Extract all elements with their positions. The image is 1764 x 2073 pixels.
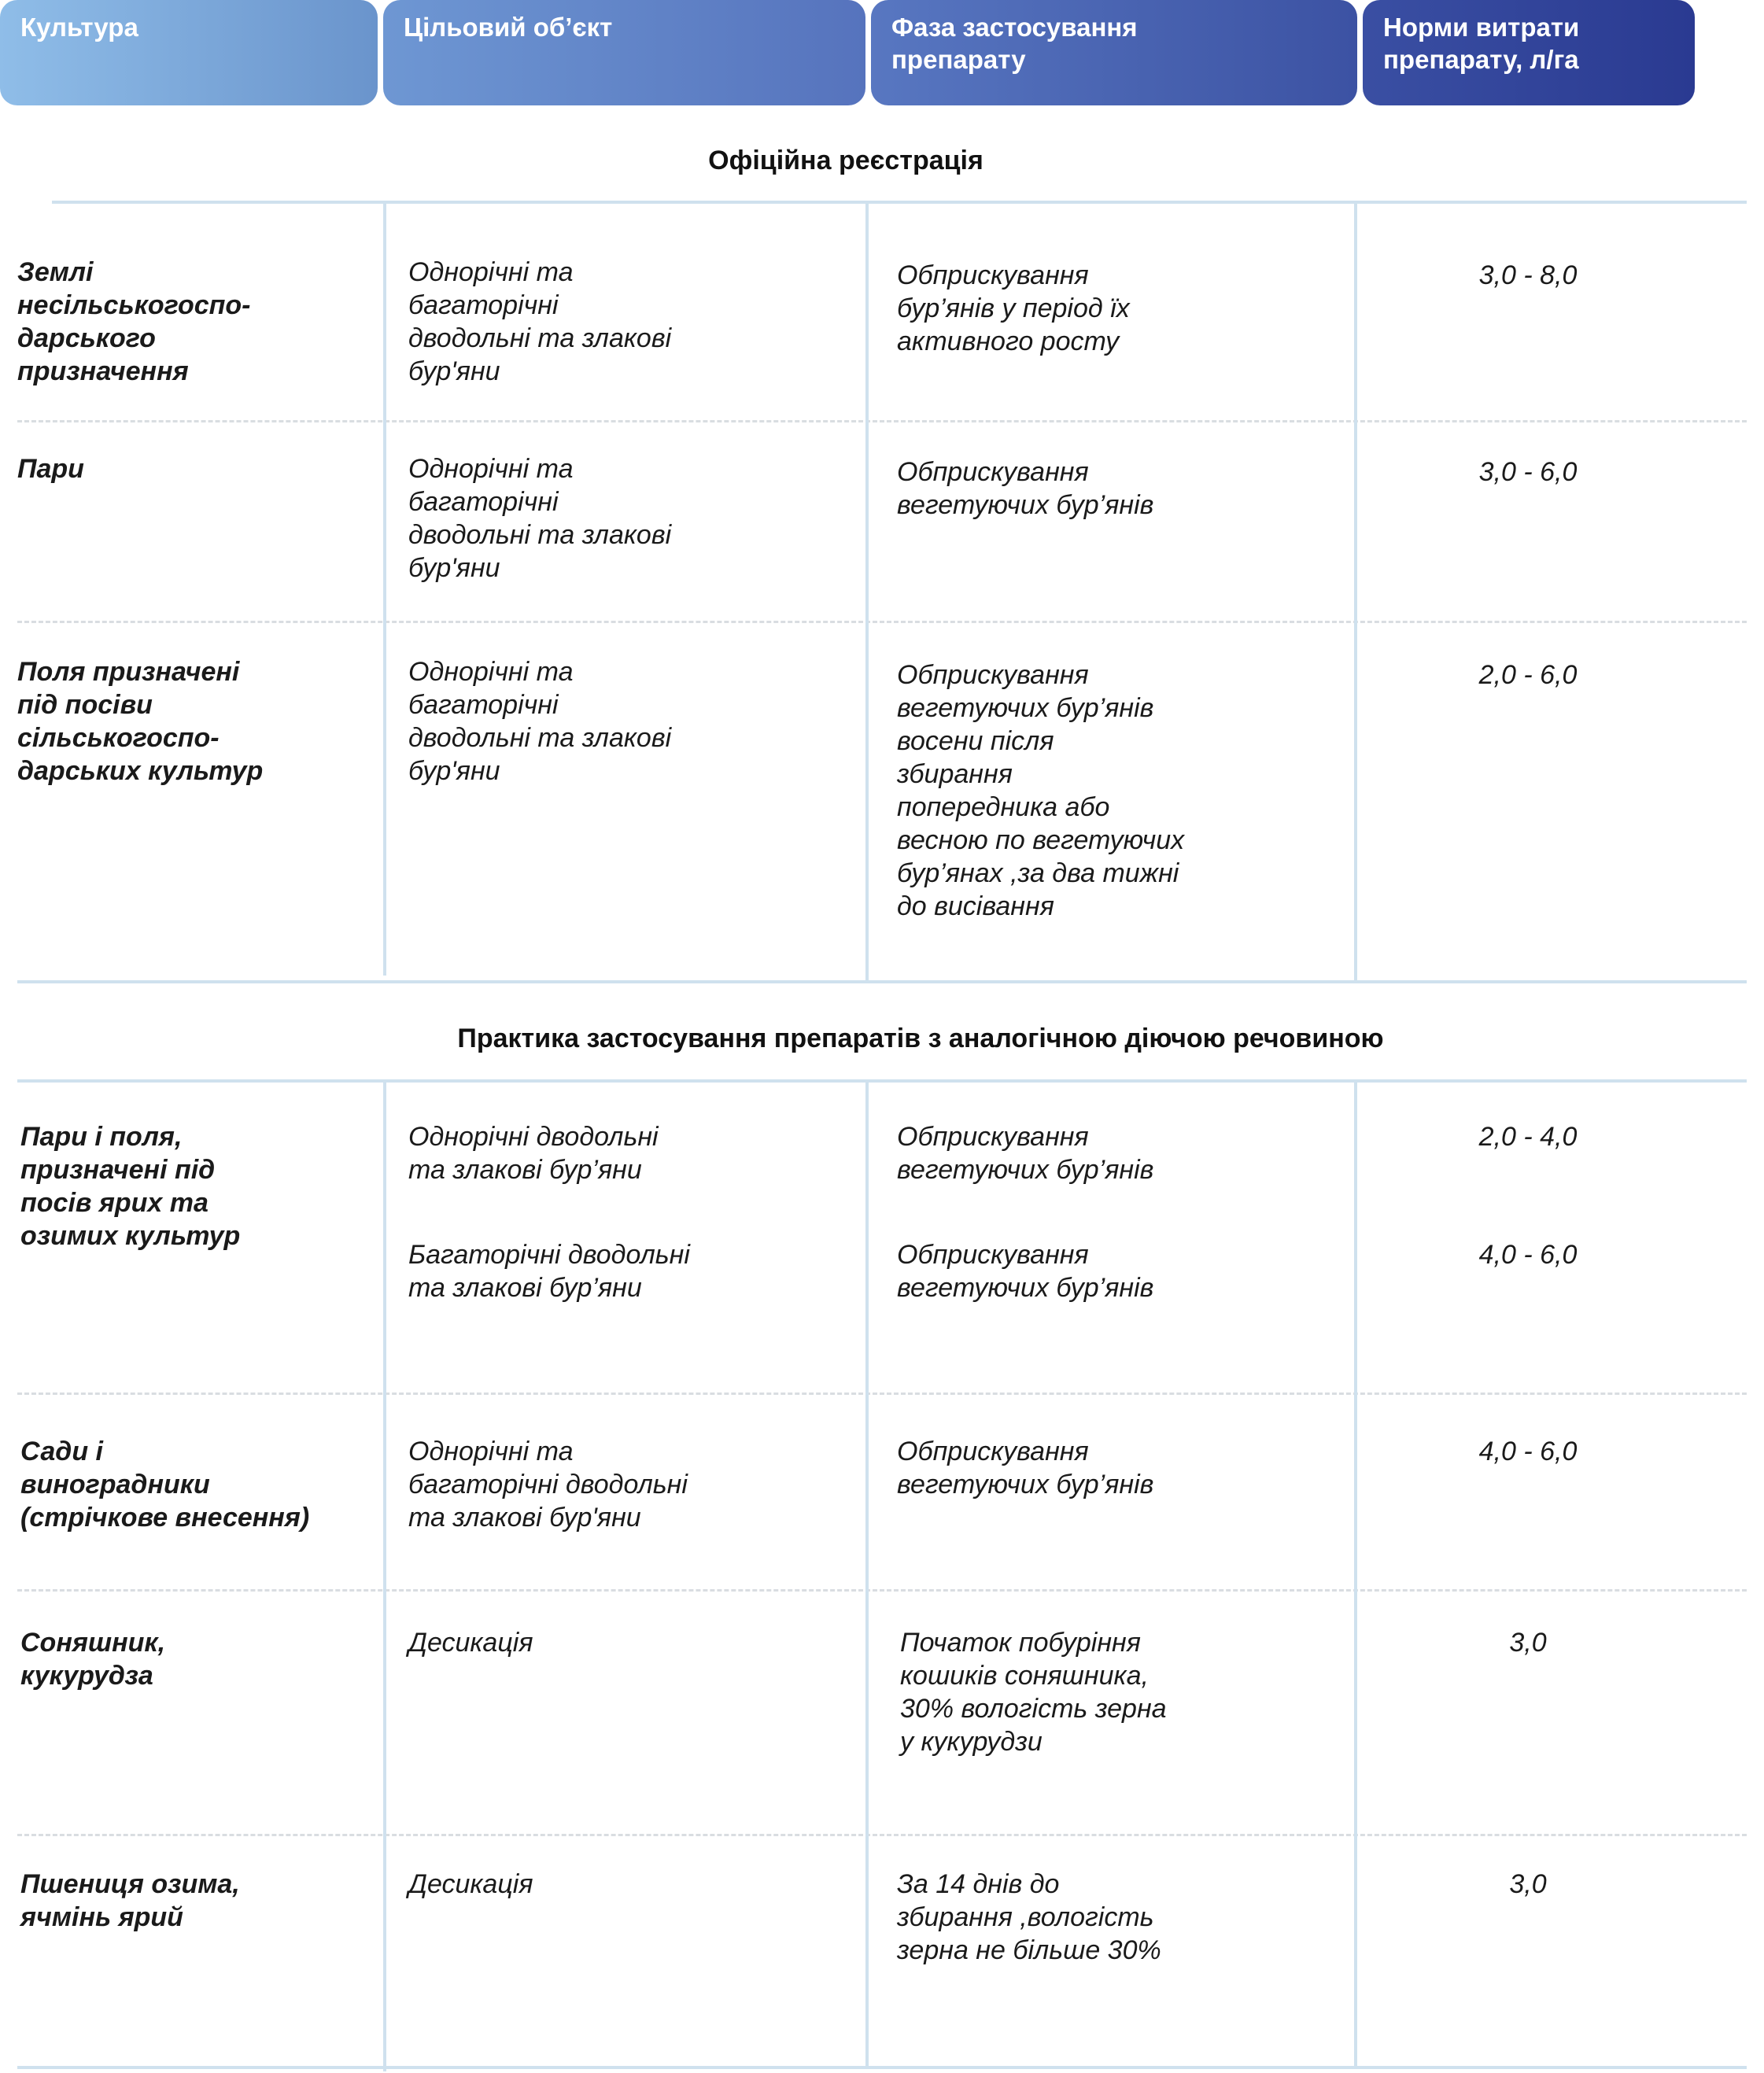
practice-row-1-crop: Пари і поля, призначені під посів ярих та озимих культур (20, 1122, 241, 1251)
divider (52, 201, 1747, 204)
divider (17, 1079, 1747, 1083)
practice-row-1-target-b: Багаторічні дводольні та злакові бур’яни (408, 1240, 690, 1303)
practice-row-2-target: Однорічні та багаторічні дводольні та злакові бур'яни (408, 1437, 688, 1533)
official-row-3-phase: Обприскування вегетуючих бур’янів восени після збирання попередника або весною по вегетуючих бур’янах ,за два тижні до висівання (897, 660, 1185, 921)
column-divider (383, 1082, 386, 2071)
practice-row-1-target-a: Однорічні дводольні та злакові бур’яни (408, 1122, 659, 1185)
practice-row-2-rate: 4,0 - 6,0 (1478, 1437, 1578, 1466)
practice-row-4-target: Десикація (408, 1869, 533, 1899)
practice-row-1-rate-a: 2,0 - 4,0 (1478, 1122, 1578, 1152)
official-row-1-phase: Обприскування бур’янів у період їх активного росту (897, 260, 1130, 356)
practice-row-4-rate: 3,0 (1509, 1869, 1547, 1899)
official-row-1-crop: Землі несільськогоспо- дарського призначення (17, 257, 251, 386)
header-target-label: Цільовий об’єкт (404, 13, 613, 42)
row-divider (17, 1392, 1747, 1395)
section-title-official: Офіційна реєстрація (708, 146, 983, 175)
practice-row-3-crop: Соняшник, кукурудза (20, 1628, 166, 1691)
practice-row-1-phase-b: Обприскування вегетуючих бур’янів (897, 1240, 1154, 1303)
header-culture-label: Культура (20, 13, 138, 42)
column-divider (1354, 203, 1357, 980)
column-divider (865, 1082, 869, 2066)
official-row-2-rate: 3,0 - 6,0 (1478, 457, 1578, 487)
official-row-3-rate: 2,0 - 6,0 (1478, 660, 1578, 690)
row-divider (17, 1834, 1747, 1836)
official-row-2-crop: Пари (17, 454, 84, 484)
practice-row-1-rate-b: 4,0 - 6,0 (1478, 1240, 1578, 1270)
practice-row-2-phase: Обприскування вегетуючих бур’янів (897, 1437, 1154, 1499)
header-rate (1363, 0, 1695, 105)
row-divider (17, 621, 1747, 623)
header-phase-label: Фаза застосування препарату (891, 13, 1138, 74)
section-title-practice: Практика застосування препаратів з аналогічною діючою речовиною (457, 1024, 1384, 1053)
official-row-3-crop: Поля призначені під посіви сільськогоспо- дарських культур (17, 657, 264, 786)
column-divider (1354, 1082, 1357, 2066)
official-row-2-target: Однорічні та багаторічні дводольні та злакові бур'яни (408, 454, 672, 583)
column-divider (383, 203, 386, 976)
practice-row-3-rate: 3,0 (1509, 1628, 1547, 1658)
row-divider (17, 420, 1747, 422)
official-row-2-phase: Обприскування вегетуючих бур’янів (897, 457, 1154, 520)
header-target (383, 0, 865, 105)
official-row-1-rate: 3,0 - 8,0 (1478, 260, 1578, 290)
official-row-1-target: Однорічні та багаторічні дводольні та злакові бур'яни (408, 257, 672, 386)
divider (17, 2066, 1747, 2069)
row-divider (17, 1589, 1747, 1592)
practice-row-1-phase-a: Обприскування вегетуючих бур’янів (897, 1122, 1154, 1185)
divider (17, 980, 1747, 983)
column-divider (865, 203, 869, 980)
practice-row-4-crop: Пшениця озима, ячмінь ярий (20, 1869, 240, 1932)
official-row-3-target: Однорічні та багаторічні дводольні та злакові бур'яни (408, 657, 672, 786)
practice-row-3-target: Десикація (408, 1628, 533, 1658)
practice-row-2-crop: Сади і виноградники (стрічкове внесення) (20, 1437, 310, 1533)
header-rate-label: Норми витрати препарату, л/га (1383, 13, 1580, 74)
header-culture (0, 0, 378, 105)
header-phase (871, 0, 1357, 105)
practice-row-4-phase: За 14 днів до збирання ,вологість зерна не більше 30% (897, 1869, 1161, 1965)
practice-row-3-phase: Початок побуріння кошиків соняшника, 30% вологість зерна у кукурудзи (900, 1628, 1167, 1757)
